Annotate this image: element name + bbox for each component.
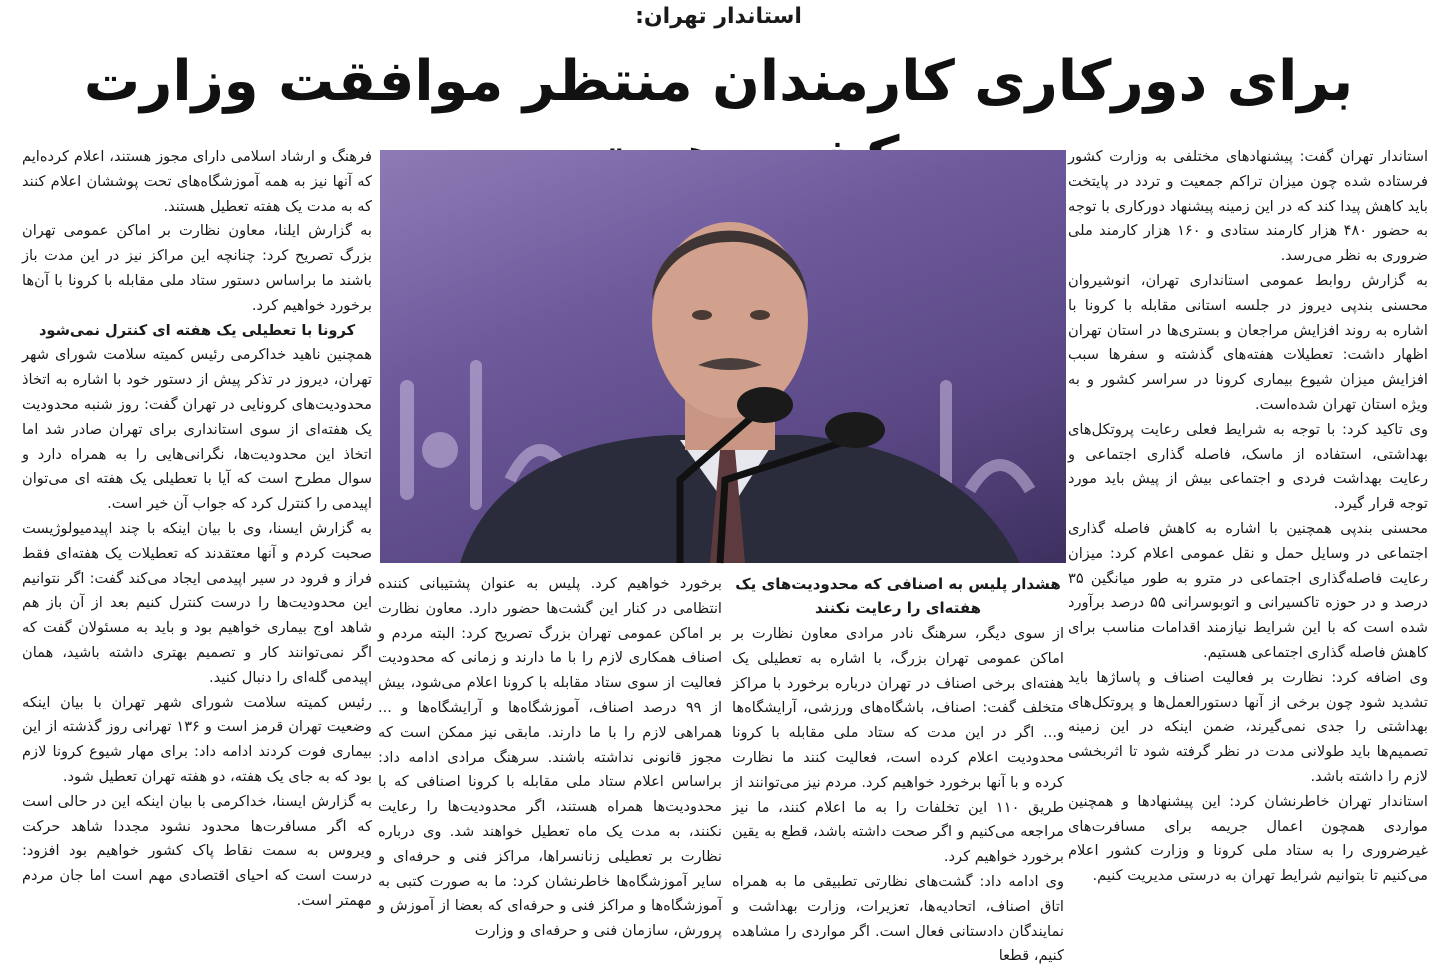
paragraph: محسنی بندپی همچنین با اشاره به کاهش فاصله گذاری اجتماعی در وسایل حمل و نقل عمومی اعلام کرد: میزان رعایت فاصله‌گذاری اجتماعی در مترو به طور میانگین ۳۵ درصد و در حوزه تاکسیرانی و اتوبوسرانی ۵۵ درصد برآورد شده است که با این شرایط نیازمند اقدامات مناسب برای کاهش فاصله گذاری اجتماعی هستیم. <box>1068 519 1428 661</box>
paragraph: استاندار تهران خاطرنشان کرد: این پیشنهادها و همچنین مواردی همچون اعمال جریمه برای مسافرت‌های غیرضروری را به ستاد ملی کرونا و وزارت کشور اعلام می‌کنیم تا بتوانیم شرایط تهران به درستی مدیریت کنیم. <box>1068 792 1428 885</box>
article-column-left <box>22 145 372 925</box>
paragraph: برخورد خواهیم کرد. پلیس به عنوان پشتیبانی کننده انتظامی در کنار این گشت‌ها حضور دارد. معاون نظارت بر اماکن عمومی تهران بزرگ تصریح کرد: البته مردم و اصناف همکاری لازم را با ما دارند و زمانی که محدودیت فعالیت از سوی ستاد مقابله با کرونا اعلام می‌شود، بیش از ۹۹ درصد اصناف، آموزشگاه‌ها و آرایشگاه‌ها و ... همراهی لازم را با ما دارند. مابقی نیز ممکن است که مجوز قانونی نداشته باشند. سرهنگ مرادی ادامه داد: براساس اعلام ستاد ملی مقابله با کرونا اصنافی که با محدودیت‌ها همراه هستند، اگر محدودیت‌ها را رعایت نکنند، به مدت یک ماه تعطیل خواهند شد. وی درباره نظارت بر تعطیلی زنانسراها، مراکز فنی و حرفه‌ای و سایر آموزشگاه‌ها خاطرنشان کرد: ما به صورت کتبی به آموزشگاه‌ها و مراکز فنی و حرفه‌ای که بعضا از آموزش و پرورش، سازمان فنی و حرفه‌ای و وزارت <box>378 575 723 940</box>
article-headline: برای دورکاری کارمندان منتظر موافقت وزارت <box>83 49 1354 114</box>
paragraph: وی اضافه کرد: نظارت بر فعالیت اصناف و پاساژها باید تشدید شود چون برخی از آنها دستورالعمل‌ها و پروتکل‌های بهداشتی را جدی نمی‌گیرند، ضمن اینکه در این زمینه تصمیم‌ها باید طولانی مدت در نظر گرفته شود تا اثربخشی لازم را داشته باشد. <box>1068 668 1428 785</box>
article-column-mid-left <box>378 572 723 940</box>
paragraph: به گزارش ایسنا، خداکرمی با بیان اینکه این در حالی است که اگر مسافرت‌ها محدود نشود مجددا شاهد حرکت ویروس به سمت نقاط پاک کشور خواهیم بود افزود: درست است که احیای اقتصادی مهم است اما جان مردم مهمتر است. <box>22 792 372 909</box>
paragraph: همچنین ناهید خداکرمی رئیس کمیته سلامت شورای شهر تهران، دیروز در تذکر پیش از دستور خود با اشاره به اتخاذ محدودیت‌های کرونایی در تهران گفت: روز شنبه محدودیت یک هفته‌ای از سوی استانداری برای تهران صادر شد اما اتخاذ این محدودیت‌ها، نگرانی‌هایی را به همراه دارد و سوال مطرح است که آیا با تعطیلی یک هفته ای می‌توان اپیدمی را کنترل کرد که جواب آن خیر است. <box>22 346 372 513</box>
speaker-photo-icon <box>380 150 1066 563</box>
section-subhead: هشدار پلیس به اصنافی که محدودیت‌های یک هفته‌ای را رعایت نکنند <box>735 575 1061 617</box>
paragraph: استاندار تهران گفت: پیشنهادهای مختلفی به وزارت کشور فرستاده شده چون میزان تراکم جمعیت و تردد در پایتخت باید کاهش پیدا کند که در این زمینه پیشنهاد دورکاری با توجه به حضور ۴۸۰ هزار کارمند ستادی و ۱۶۰ هزار کارمند ملی ضروری به نظر می‌رسد. <box>1068 148 1429 265</box>
paragraph: فرهنگ و ارشاد اسلامی دارای مجوز هستند، اعلام کرده‌ایم که آنها نیز به همه آموزشگاه‌های تحت پوششان اعلام کنند که به مدت یک هفته تعطیل هستند. <box>22 148 372 215</box>
section-subhead: کرونا با تعطیلی یک هفته ای کنترل نمی‌شود <box>38 321 356 339</box>
article-column-mid-right <box>732 572 1064 965</box>
paragraph: به گزارش ایسنا، وی با بیان اینکه با چند اپیدمیولوژیست صحبت کردم و آنها معتقدند که تعطیلات یک هفته‌ای فقط فراز و فرود در سیر اپیدمی ایجاد می‌کند گفت: اگر نتوانیم این محدودیت‌ها را درست کنترل کنیم بعد از آن باز هم شاهد اوج بیماری خواهیم بود و باید به مسئولان گفت که اگر نمی‌توانند کار و تصمیم بهتری داشته باشید، همان اپیدمی گله‌ای را دنبال کنید. <box>22 519 372 686</box>
paragraph: از سوی دیگر، سرهنگ نادر مرادی معاون نظارت بر اماکن عمومی تهران بزرگ، با اشاره به تعطیلی یک هفته‌ای برخی اصناف در تهران درباره برخورد با مراکز متخلف گفت: اصناف، باشگاه‌های ورزشی، آرایشگاه‌ها و... اگر در این مدت که ستاد ملی مقابله با کرونا محدودیت اعلام کرده است، فعالیت کنند ما نظارت کرده و با آنها برخورد خواهیم کرد. مردم نیز می‌توانند از طریق ۱۱۰ این تخلفات را به ما اعلام کنند، ما نیز مراجعه می‌کنیم و اگر صحت داشته باشد، قطع به یقین برخورد خواهیم کرد. <box>732 625 1064 866</box>
article-column-right <box>1068 145 1428 925</box>
paragraph: وی تاکید کرد: با توجه به شرایط فعلی رعایت پروتکل‌های بهداشتی، استفاده از ماسک، فاصله گذاری اجتماعی و رعایت بهداشت فردی و اجتماعی بیش از پیش باید مورد توجه قرار گیرد. <box>1068 420 1428 513</box>
article-photo <box>380 150 1066 563</box>
article-kicker: استاندار تهران: <box>635 4 802 29</box>
paragraph: رئیس کمیته سلامت شورای شهر تهران با بیان اینکه وضعیت تهران قرمز است و ۱۳۶ تهرانی روز گذشته از این بیماری فوت کردند ادامه داد: برای مهار شیوع کرونا لازم بود که به جای یک هفته، دو هفته تهران تعطیل شود. <box>22 693 372 785</box>
paragraph: وی ادامه داد: گشت‌های نظارتی تطبیقی ما به همراه اتاق اصناف، اتحادیه‌ها، تعزیرات، وزارت بهداشت و نمایندگان دادستانی فعال است. اگر مواردی را مشاهده کنیم، قطعا <box>732 872 1064 965</box>
paragraph: به گزارش روابط عمومی استانداری تهران، انوشیروان محسنی بندپی دیروز در جلسه استانی مقابله با کرونا با اشاره به روند افزایش مراجعان و بستری‌ها در استان تهران اظهار داشت: تعطیلات هفته‌های گذشته و سفرها سبب افزایش میزان شیوع بیماری کرونا در سراسر کشور و به ویژه استان تهران شده‌است. <box>1068 271 1428 413</box>
paragraph: به گزارش ایلنا، معاون نظارت بر اماکن عمومی تهران بزرگ تصریح کرد: چنانچه این مراکز نیز در این مدت باز باشند ما براساس دستور ستاد ملی مقابله با کرونا با آن‌ها برخورد خواهیم کرد. <box>22 222 372 314</box>
